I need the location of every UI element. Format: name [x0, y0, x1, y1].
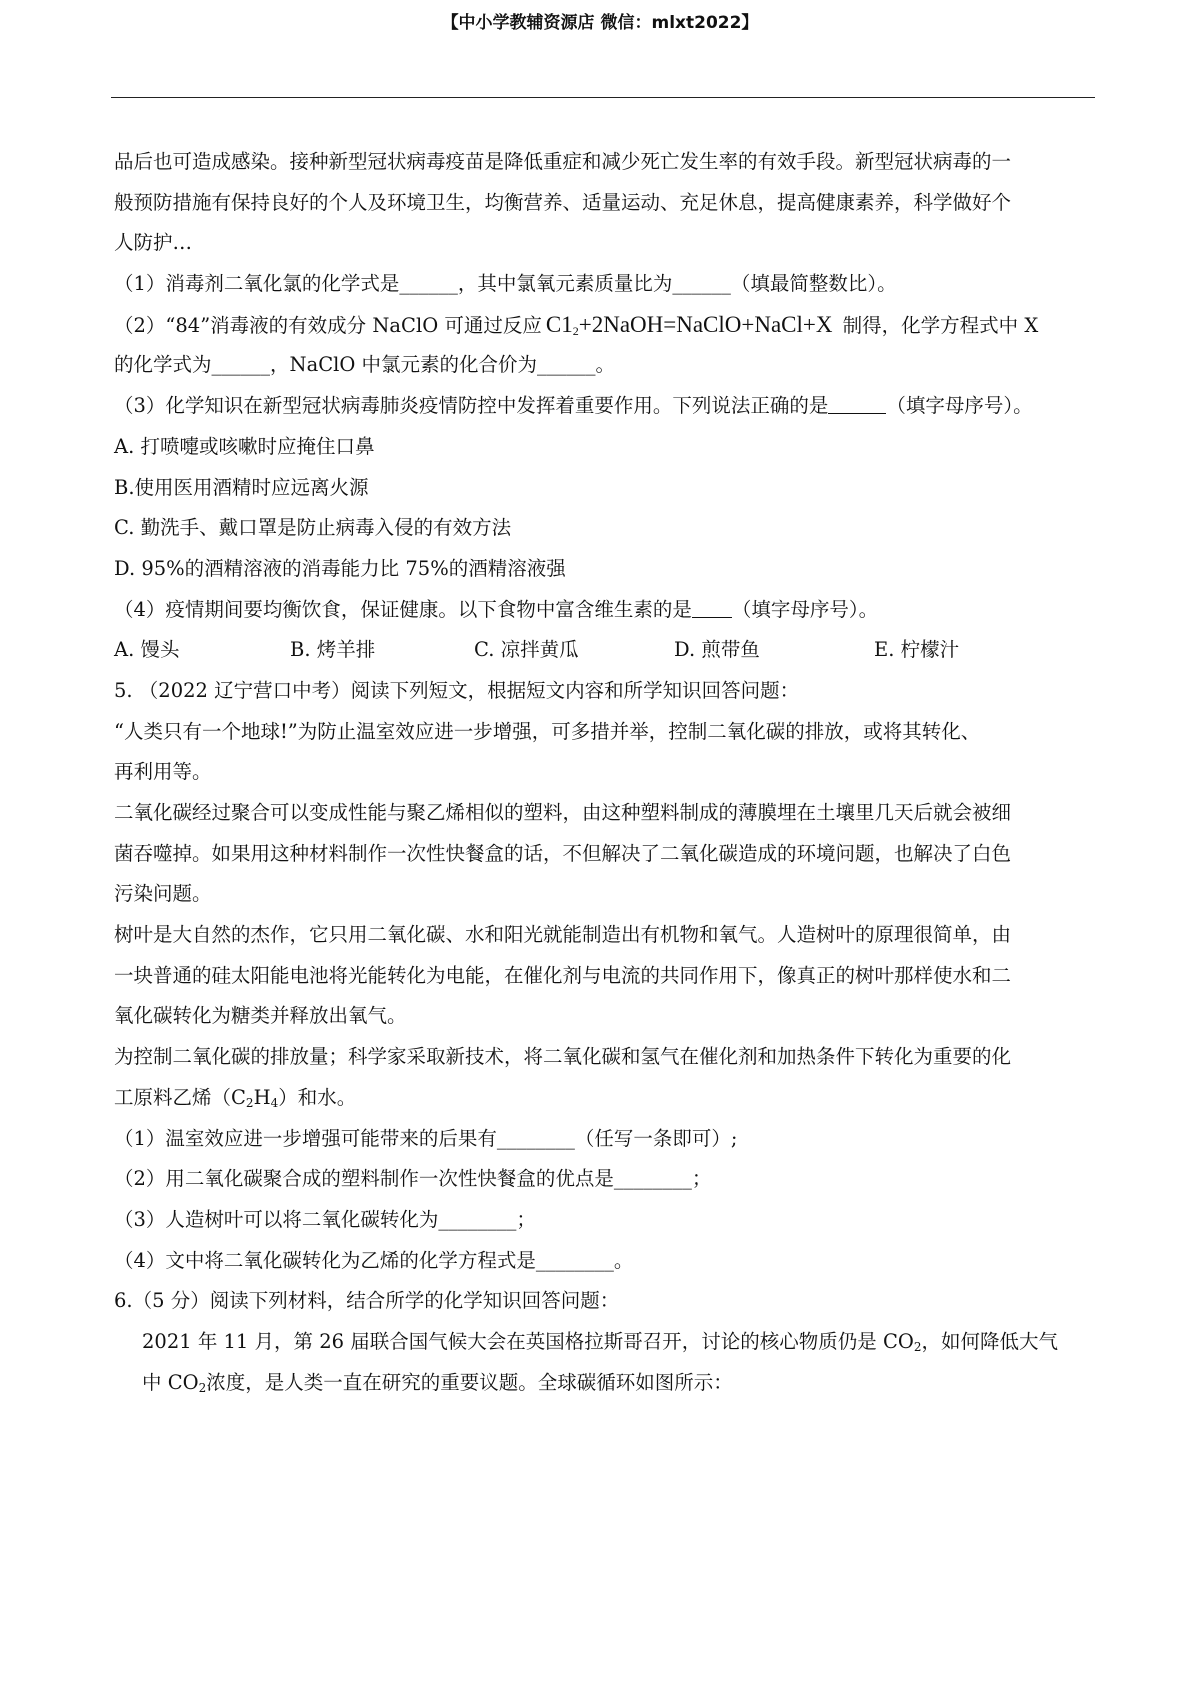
question-5-4: （4）文中将二氧化碳转化为乙烯的化学方程式是________。 — [114, 1248, 634, 1272]
text-line: 般预防措施有保持良好的个人及环境卫生，均衡营养、适量运动、充足休息，提高健康素养，科学做好个 — [114, 190, 1012, 214]
question-4-2 — [114, 305, 1098, 346]
option-c: C. 凉拌黄瓜 — [474, 638, 579, 662]
option-e: E. 柠檬汁 — [874, 638, 960, 662]
option-d: D. 95%的酒精溶液的消毒能力比 75%的酒精溶液强 — [114, 556, 566, 580]
answer-blank — [828, 395, 886, 414]
text-line: 为控制二氧化碳的排放量；科学家采取新技术，将二氧化碳和氢气在催化剂和加热条件下转化为重要的化 — [114, 1045, 1012, 1069]
question-5-2: （2）用二氧化碳聚合成的塑料制作一次性快餐盒的优点是________； — [114, 1167, 712, 1191]
question-text: （2）“84”消毒液的有效成分 NaClO 可通过反应 — [114, 313, 542, 337]
question-5-3: （3）人造树叶可以将二氧化碳转化为________； — [114, 1207, 536, 1231]
option-d: D. 煎带鱼 — [674, 638, 760, 662]
question-4-3: （3）化学知识在新型冠状病毒肺炎疫情防控中发挥着重要作用。下列说法正确的是 （填字母序号）。 — [114, 394, 1033, 418]
text-line: 工原料乙烯$(C_2H_4)$和水。 — [114, 1085, 357, 1110]
text-line: 2021 年 11 月，第 26 届联合国气候大会在英国格拉斯哥召开，讨论的核心物质仍是 $CO_2$，如何降低大气 — [142, 1329, 1059, 1354]
question-5-1: （1）温室效应进一步增强可能带来的后果有________（任写一条即可）; — [114, 1126, 738, 1150]
text-line: “人类只有一个地球!”为防止温室效应进一步增强，可多措并举，控制二氧化碳的排放，或将其转化、 — [114, 719, 981, 743]
text-line: 树叶是大自然的杰作，它只用二氧化碳、水和阳光就能制造出有机物和氧气。人造树叶的原理很简单，由 — [114, 923, 1012, 947]
option-b: B.使用医用酒精时应远离火源 — [114, 475, 369, 499]
question-5-title: 5. （2022 辽宁营口中考）阅读下列短文，根据短文内容和所学知识回答问题： — [114, 678, 800, 702]
text-line: 中 $CO_2$浓度，是人类一直在研究的重要议题。全球碳循环如图所示： — [142, 1370, 733, 1395]
question-6-title: 6.（5 分）阅读下列材料，结合所学的化学知识回答问题： — [114, 1289, 620, 1313]
option-c: C. 勤洗手、戴口罩是防止病毒入侵的有效方法 — [114, 516, 512, 540]
question-4-1: （1）消毒剂二氧化氯的化学式是______，其中氯氧元素质量比为______（填最简整数比）。 — [114, 272, 897, 296]
question-4-4: （4）疫情期间要均衡饮食，保证健康。以下食物中富含维生素的是 （填字母序号）。 — [114, 597, 879, 621]
text-line: 人防护… — [114, 231, 193, 255]
text-line: 二氧化碳经过聚合可以变成性能与聚乙烯相似的塑料，由这种塑料制成的薄膜埋在土壤里几天后就会被细 — [114, 801, 1012, 824]
answer-blank — [692, 599, 732, 618]
text-line: 一块普通的硅太阳能电池将光能转化为电能，在催化剂与电流的共同作用下，像真正的树叶那样使水和二 — [114, 963, 1012, 987]
option-a: A. 馒头 — [114, 638, 180, 662]
header-divider — [111, 97, 1095, 98]
text-line: 品后也可造成感染。接种新型冠状病毒疫苗是降低重症和减少死亡发生率的有效手段。新型冠状病毒的一 — [114, 150, 1012, 173]
question-text: 制得，化学方程式中 X — [836, 313, 1039, 337]
food-options — [114, 630, 1098, 671]
text-line: 氧化碳转化为糖类并释放出氧气。 — [114, 1004, 407, 1028]
option-a: A. 打喷嚏或咳嗽时应掩住口鼻 — [114, 434, 375, 458]
text-line: 污染问题。 — [114, 882, 212, 906]
page-header: 【中小学教辅资源店 微信：mlxt2022】 — [441, 13, 759, 33]
text-line: 的化学式为______，NaClO 中氯元素的化合价为______。 — [114, 353, 616, 377]
text-line: 菌吞噬掉。如果用这种材料制作一次性快餐盒的话，不但解决了二氧化碳造成的环境问题，也解决了白色 — [114, 841, 1012, 865]
option-b: B. 烤羊排 — [290, 638, 376, 662]
text-line: 再利用等。 — [114, 760, 212, 784]
document-body — [114, 142, 1098, 1403]
chemical-equation: $C1_2+2NaOH=NaClO+NaCl+X$ — [545, 311, 833, 338]
